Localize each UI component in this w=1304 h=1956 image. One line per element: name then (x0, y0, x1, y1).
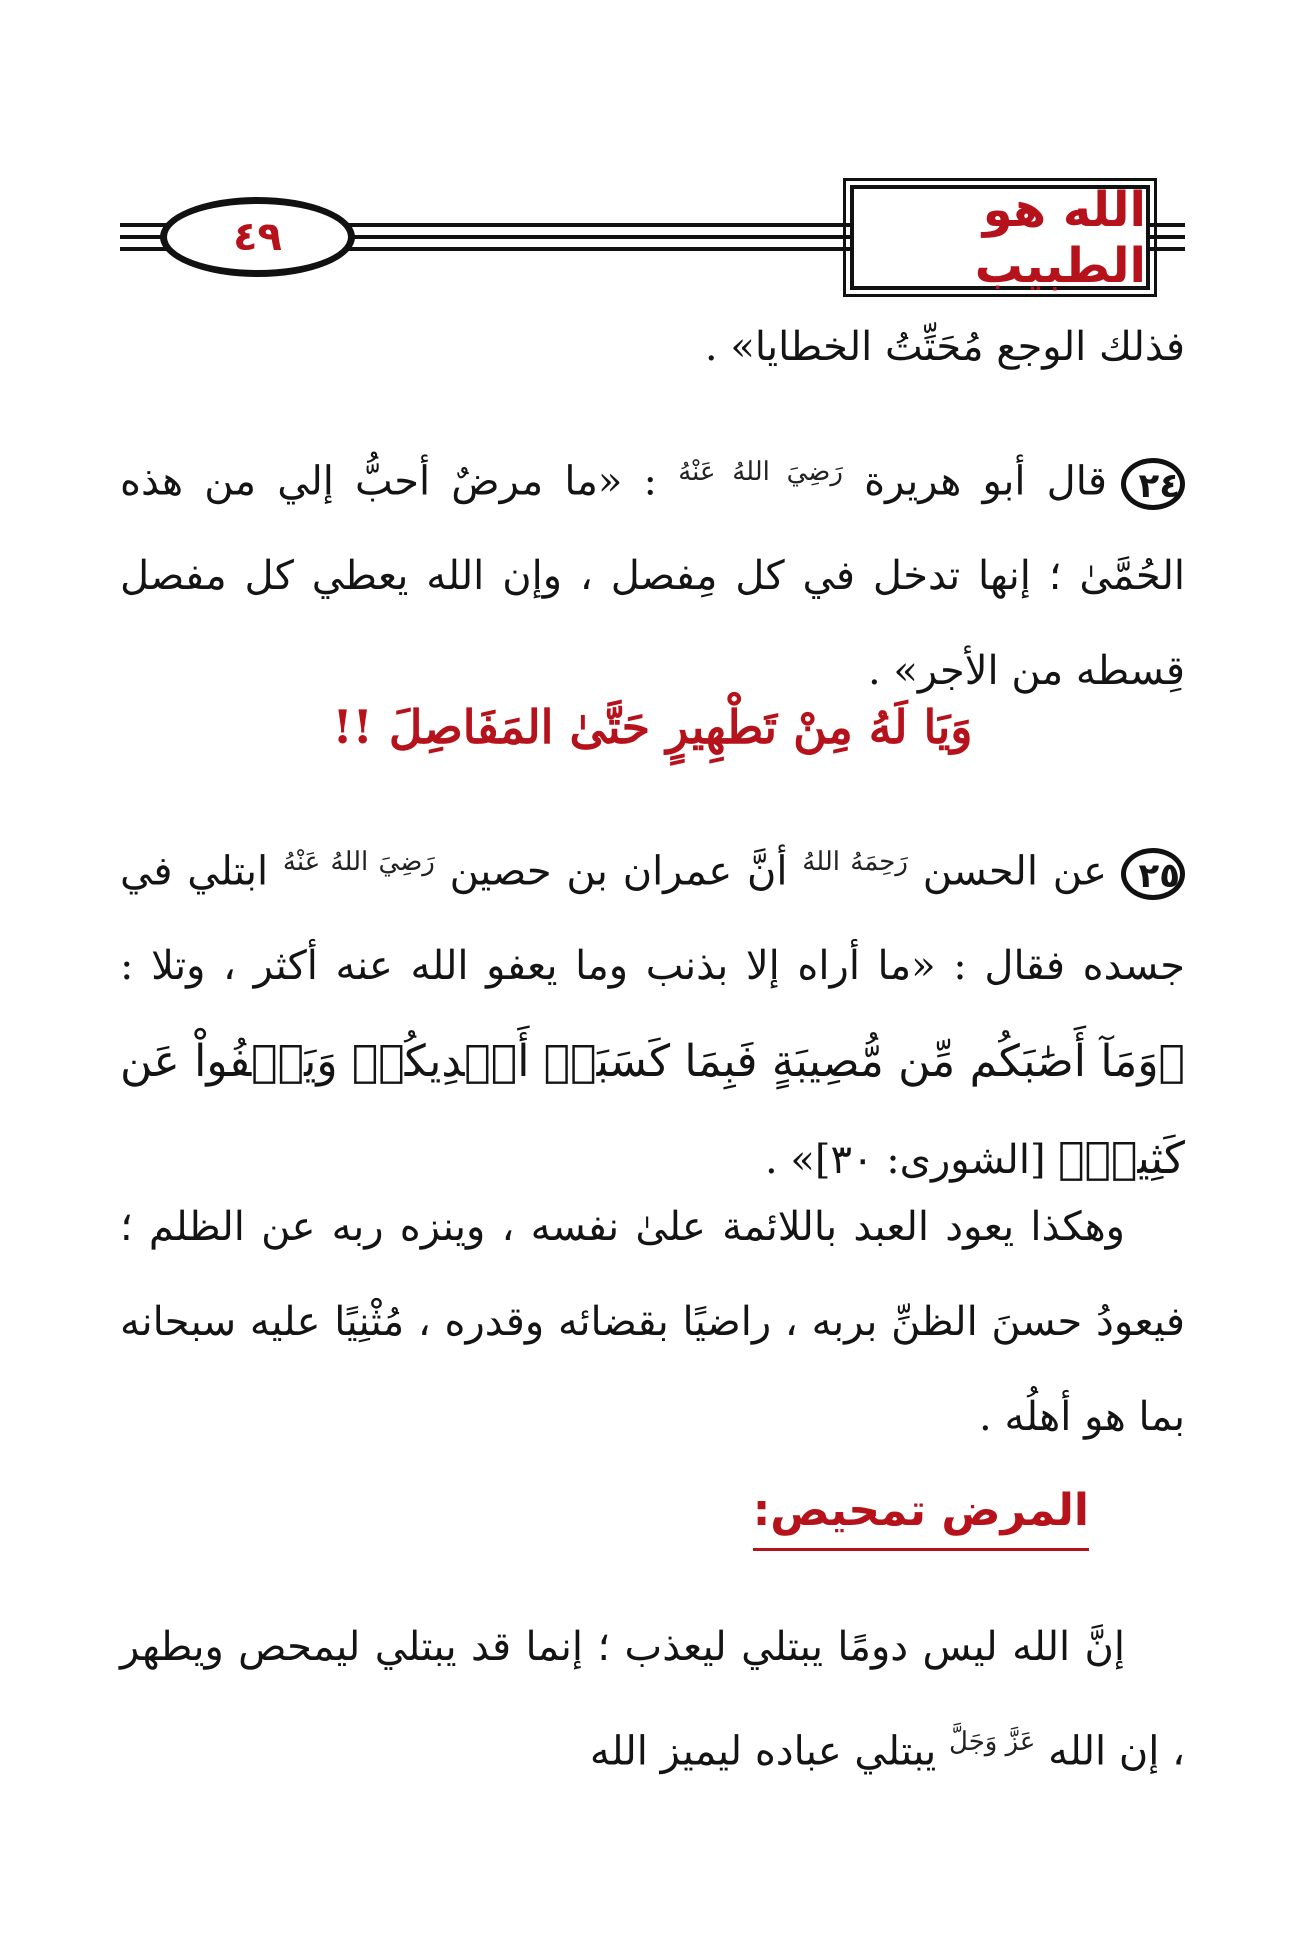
highlight-callout: وَيَا لَهُ مِنْ تَطْهِيرٍ حَتَّىٰ المَفَاصِلَ !! (332, 700, 973, 754)
hadith-text: أنَّ عمران بن حصين (449, 848, 788, 895)
section-text: إنَّ الله ليس دومًا يبتلي ليعذب ؛ إنما قد يبتلي ليمحص ويطهر ، إن الله (120, 1624, 1185, 1775)
paragraph-continuation: فذلك الوجع مُحَتِّتُ الخطايا» . (704, 324, 1185, 370)
hadith-text: ابتلي في جسده فقال : «ما أراه إلا بذنب وما يعفو الله عنه أكثر ، وتلا : (120, 848, 1185, 990)
item-number-badge: ٢٤ (1121, 458, 1185, 510)
page-number-badge (160, 197, 355, 277)
quran-verse: ﴿وَمَآ أَصَٰبَكُم مِّن مُّصِيبَةٍ فَبِمَا كَسَبَتۡ أَيۡدِيكُمۡ وَيَعۡفُواْ عَن كَثِيرٖ﴾ (120, 1036, 1185, 1185)
section-text: يبتلي عباده ليميز الله (589, 1728, 937, 1775)
verse-reference: [الشورى: ٣٠]» . (765, 1137, 1046, 1184)
section-paragraph (120, 1600, 1185, 1799)
item-number-badge: ٢٥ (1121, 848, 1185, 900)
commentary-paragraph: وهكذا يعود العبد باللائمة علىٰ نفسه ، وينزه ربه عن الظلم ؛ فيعودُ حسنَ الظنِّ بربه ، راضيًا بقضائه وقدره ، مُثْنِيًا عليه سبحانه بما هو أهلُه . (120, 1204, 1185, 1440)
honorific-glyph: رَضِيَ اللهُ عَنْهُ (678, 457, 843, 487)
running-title-box (850, 181, 1150, 294)
hadith-text: عن الحسن (922, 848, 1108, 895)
page-header (120, 181, 1185, 294)
hadith-text: قال أبو هريرة (864, 458, 1107, 505)
section-heading: المرض تمحيص: (753, 1485, 1089, 1551)
page-number: ٤٩ (233, 214, 282, 260)
honorific-glyph: رَضِيَ اللهُ عَنْهُ (282, 847, 435, 877)
honorific-glyph: عَزَّ وَجَلَّ (949, 1727, 1036, 1757)
hadith-24 (120, 425, 1185, 719)
hadith-25 (120, 815, 1185, 1208)
honorific-glyph: رَحِمَهُ اللهُ (802, 847, 908, 877)
running-title: الله هو الطبيب (974, 181, 1146, 294)
hadith-text: : «ما مرضٌ أحبُّ إلي من هذه الحُمَّىٰ ؛ إنها تدخل في كل مِفصل ، وإن الله يعطي كل مفصل قِسطه من الأجر» . (120, 458, 1185, 695)
